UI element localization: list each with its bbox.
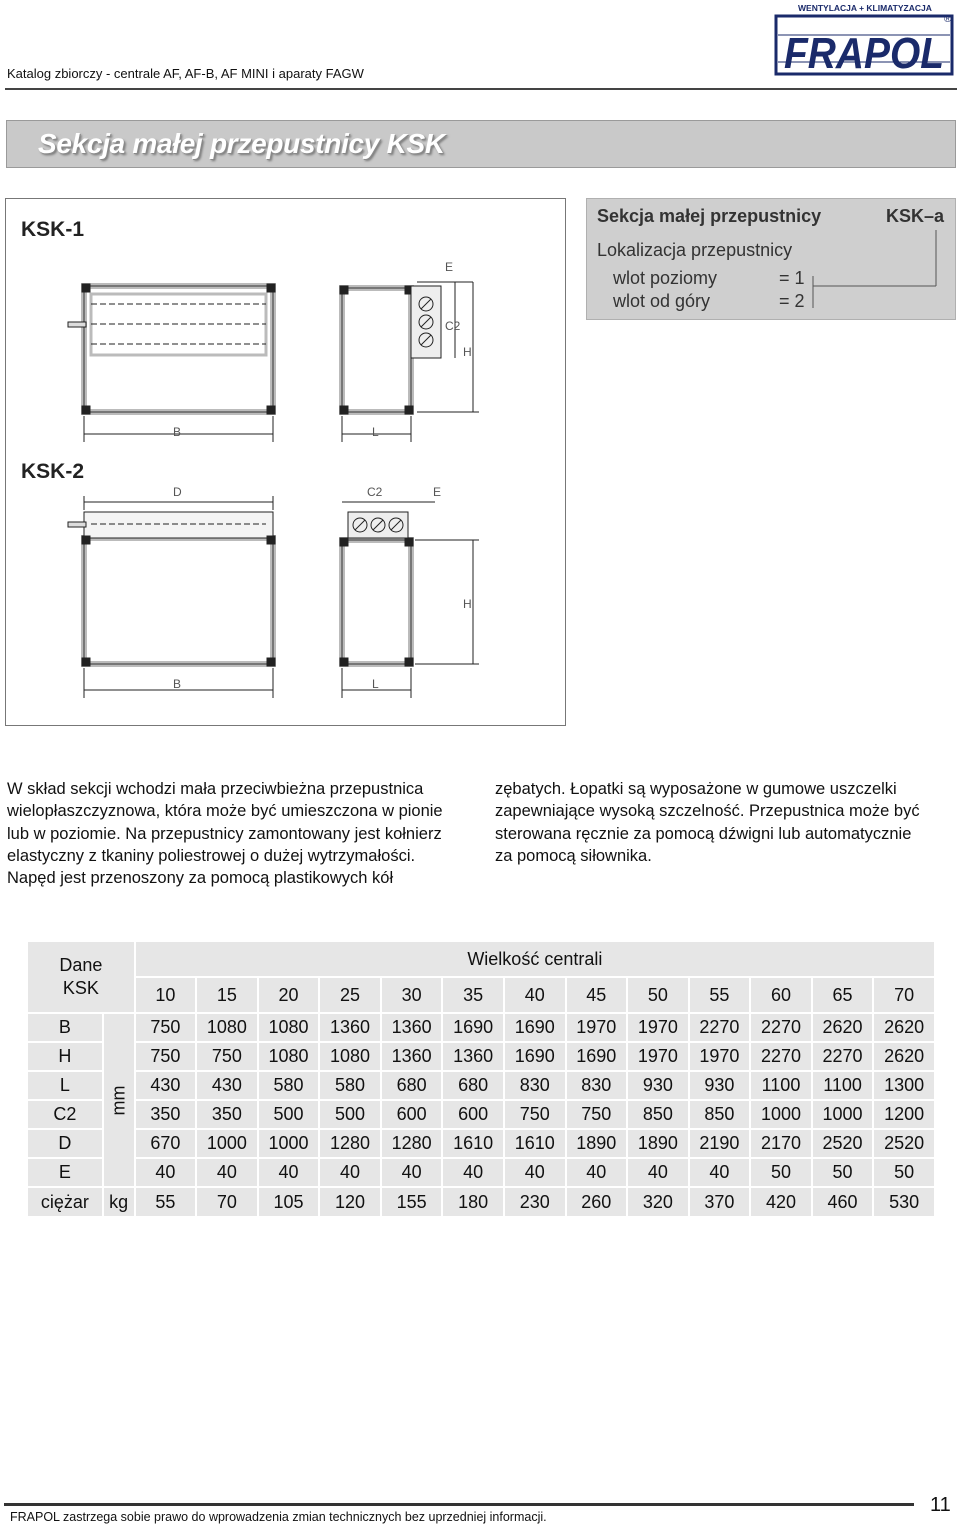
table-size-header: 60 xyxy=(750,977,812,1013)
table-size-header: 40 xyxy=(504,977,566,1013)
table-cell: 830 xyxy=(504,1071,566,1100)
table-cell: 850 xyxy=(689,1100,751,1129)
table-size-header: 55 xyxy=(689,977,751,1013)
table-cell: 350 xyxy=(135,1100,196,1129)
table-corner-line1: Dane xyxy=(59,955,103,975)
table-cell: 2270 xyxy=(689,1013,751,1042)
table-cell: 1970 xyxy=(689,1042,751,1071)
code-box-code: KSK–a xyxy=(886,206,945,226)
logo-text: FRAPOL xyxy=(784,29,944,78)
table-cell: 850 xyxy=(627,1100,689,1129)
table-cell: 2170 xyxy=(750,1129,812,1158)
table-cell: 40 xyxy=(319,1158,381,1187)
row-label: L xyxy=(27,1071,103,1100)
logo-registered: ® xyxy=(944,14,952,25)
table-cell: 2620 xyxy=(873,1013,935,1042)
table-cell: 2270 xyxy=(812,1042,874,1071)
description-line: W skład sekcji wchodzi mała przeciwbieżna przepustnica xyxy=(7,780,424,798)
code-connector-lines xyxy=(805,226,945,310)
table-cell: 40 xyxy=(258,1158,320,1187)
ksk2-label: KSK-2 xyxy=(21,460,85,483)
table-cell: 370 xyxy=(689,1187,751,1217)
code-option-value: = 2 xyxy=(779,291,805,311)
table-row xyxy=(27,1071,935,1100)
table-cell: 930 xyxy=(627,1071,689,1100)
code-box-title: Sekcja małej przepustnicy xyxy=(597,206,822,226)
description-line: zapewniające wysoką szczelność. Przepustnica może być xyxy=(495,802,920,821)
unit-cell xyxy=(103,1013,135,1187)
row-label: C2 xyxy=(27,1100,103,1129)
table-cell: 230 xyxy=(504,1187,566,1217)
footer-note: FRAPOL zastrzega sobie prawo do wprowadzenia zmian technicznych bez uprzedniej informacji. xyxy=(10,1510,547,1524)
ksk1-side-view xyxy=(340,282,479,442)
table-cell: 40 xyxy=(442,1158,504,1187)
table-cell: 40 xyxy=(627,1158,689,1187)
table-cell: 50 xyxy=(873,1158,935,1187)
ksk1-label: KSK-1 xyxy=(21,218,85,241)
description-line: sterowana ręcznie za pomocą dźwigni lub automatycznie xyxy=(495,824,912,843)
table-cell: 750 xyxy=(566,1100,628,1129)
description-column-2 xyxy=(495,778,956,867)
table-size-header: 70 xyxy=(873,977,935,1013)
table-cell: 40 xyxy=(689,1158,751,1187)
table-cell: 1970 xyxy=(566,1013,628,1042)
table-size-header: 35 xyxy=(442,977,504,1013)
ksk1-dim-l: L xyxy=(372,425,379,439)
ksk2-dim-b: B xyxy=(173,677,182,691)
frapol-logo xyxy=(774,0,958,78)
table-cell: 55 xyxy=(135,1187,196,1217)
code-option-value: = 1 xyxy=(779,268,805,288)
table-cell: 40 xyxy=(566,1158,628,1187)
table-cell: 830 xyxy=(566,1071,628,1100)
table-cell: 530 xyxy=(873,1187,935,1217)
table-cell: 750 xyxy=(504,1100,566,1129)
table-cell: 1890 xyxy=(566,1129,628,1158)
description-line: wielopłaszczyznowa, która może być umieszczona w pionie xyxy=(7,802,443,821)
table-cell: 750 xyxy=(135,1042,196,1071)
table-cell: 180 xyxy=(442,1187,504,1217)
table-cell: 50 xyxy=(812,1158,874,1187)
ksk1-dim-c2: C2 xyxy=(445,319,461,333)
code-box-subtitle: Lokalizacja przepustnicy xyxy=(597,240,793,260)
footer-divider xyxy=(4,1503,914,1506)
table-cell: 350 xyxy=(196,1100,258,1129)
table-row-weight xyxy=(27,1187,935,1217)
table-cell: 930 xyxy=(689,1071,751,1100)
table-cell: 750 xyxy=(196,1042,258,1071)
table-cell: 1360 xyxy=(319,1013,381,1042)
ksk1-dim-h: H xyxy=(463,345,472,359)
page-number: 11 xyxy=(930,1494,951,1516)
table-cell: 750 xyxy=(135,1013,196,1042)
table-cell: 1970 xyxy=(627,1042,689,1071)
ksk2-dim-h: H xyxy=(463,597,472,611)
table-cell: 1000 xyxy=(258,1129,320,1158)
table-cell: 1280 xyxy=(319,1129,381,1158)
table-cell: 320 xyxy=(627,1187,689,1217)
ksk1-dim-b: B xyxy=(173,425,182,439)
table-cell: 460 xyxy=(812,1187,874,1217)
ksk2-dim-l: L xyxy=(372,677,379,691)
table-cell: 1890 xyxy=(627,1129,689,1158)
table-cell: 2270 xyxy=(750,1042,812,1071)
description-line: Napęd jest przenoszony za pomocą plastikowych kół xyxy=(7,869,394,888)
table-cell: 1610 xyxy=(504,1129,566,1158)
table-cell: 2190 xyxy=(689,1129,751,1158)
ksk2-dim-d: D xyxy=(173,485,182,499)
table-size-row xyxy=(27,977,935,1013)
table-cell: 2620 xyxy=(873,1042,935,1071)
table-cell: 500 xyxy=(319,1100,381,1129)
table-cell: 580 xyxy=(319,1071,381,1100)
table-cell: 420 xyxy=(750,1187,812,1217)
table-cell: 1300 xyxy=(873,1071,935,1100)
table-cell: 1080 xyxy=(196,1013,258,1042)
table-size-header: 50 xyxy=(627,977,689,1013)
unit-mm-label: mm xyxy=(108,1085,129,1115)
code-option-label: wlot od góry xyxy=(613,291,711,311)
table-cell: 50 xyxy=(750,1158,812,1187)
row-label: E xyxy=(27,1158,103,1187)
table-size-header: 10 xyxy=(135,977,196,1013)
header-divider xyxy=(5,88,957,90)
row-label: B xyxy=(27,1013,103,1042)
spec-table xyxy=(26,940,936,1218)
table-cell: 2620 xyxy=(812,1013,874,1042)
table-cell: 1360 xyxy=(381,1013,443,1042)
table-cell: 1690 xyxy=(504,1042,566,1071)
ksk1-front-view xyxy=(68,284,275,442)
table-cell: 1080 xyxy=(258,1013,320,1042)
row-label: ciężar xyxy=(27,1187,103,1217)
table-cell: 40 xyxy=(196,1158,258,1187)
description-line: elastyczny z tkaniny poliestrowej o dużej wytrzymałości. xyxy=(7,846,416,865)
ksk2-side-view xyxy=(340,502,479,698)
ksk2-dim-c2: C2 xyxy=(367,485,383,499)
table-cell: 1100 xyxy=(750,1071,812,1100)
technical-drawing xyxy=(5,198,566,726)
table-row xyxy=(27,1013,935,1042)
table-size-header: 65 xyxy=(812,977,874,1013)
table-cell: 105 xyxy=(258,1187,320,1217)
logo-tagline: WENTYLACJA + KLIMATYZACJA xyxy=(798,3,932,13)
table-corner xyxy=(27,941,135,1013)
table-cell: 40 xyxy=(135,1158,196,1187)
table-cell: 670 xyxy=(135,1129,196,1158)
table-size-header: 25 xyxy=(319,977,381,1013)
table-cell: 2520 xyxy=(812,1129,874,1158)
table-cell: 120 xyxy=(319,1187,381,1217)
row-label: H xyxy=(27,1042,103,1071)
table-cell: 1360 xyxy=(381,1042,443,1071)
table-row xyxy=(27,1158,935,1187)
table-cell: 680 xyxy=(381,1071,443,1100)
table-cell: 680 xyxy=(442,1071,504,1100)
table-cell: 1690 xyxy=(442,1013,504,1042)
description-line: za pomocą siłownika. xyxy=(495,846,652,865)
table-cell: 1610 xyxy=(442,1129,504,1158)
table-cell: 1000 xyxy=(812,1100,874,1129)
table-cell: 1280 xyxy=(381,1129,443,1158)
description-line: zębatych. Łopatki są wyposażone w gumowe uszczelki xyxy=(495,780,897,798)
table-group-header: Wielkość centrali xyxy=(135,941,935,977)
table-cell: 1000 xyxy=(750,1100,812,1129)
section-title: Sekcja małej przepustnicy KSK xyxy=(38,128,445,159)
table-row xyxy=(27,1042,935,1071)
code-option-label: wlot poziomy xyxy=(613,268,718,288)
table-size-header: 15 xyxy=(196,977,258,1013)
table-cell: 600 xyxy=(442,1100,504,1129)
table-cell: 1080 xyxy=(258,1042,320,1071)
description-line: lub w poziomie. Na przepustnicy zamontowany jest kołnierz xyxy=(7,824,442,843)
table-cell: 70 xyxy=(196,1187,258,1217)
table-cell: 155 xyxy=(381,1187,443,1217)
table-cell: 1100 xyxy=(812,1071,874,1100)
table-cell: 1200 xyxy=(873,1100,935,1129)
table-cell: 1690 xyxy=(504,1013,566,1042)
table-cell: 40 xyxy=(504,1158,566,1187)
description-column-1 xyxy=(7,778,468,889)
ksk1-dim-e: E xyxy=(445,260,454,274)
table-cell: 430 xyxy=(196,1071,258,1100)
table-cell: 430 xyxy=(135,1071,196,1100)
table-corner-line2: KSK xyxy=(62,978,99,998)
table-size-header: 30 xyxy=(381,977,443,1013)
table-cell: 260 xyxy=(566,1187,628,1217)
table-cell: 2270 xyxy=(750,1013,812,1042)
table-cell: 40 xyxy=(381,1158,443,1187)
catalog-title: Katalog zbiorczy - centrale AF, AF-B, AF MINI i aparaty FAGW xyxy=(7,66,364,81)
table-size-header: 20 xyxy=(258,977,320,1013)
table-cell: 1360 xyxy=(442,1042,504,1071)
table-row xyxy=(27,1129,935,1158)
row-label: D xyxy=(27,1129,103,1158)
table-cell: 1080 xyxy=(319,1042,381,1071)
table-cell: 580 xyxy=(258,1071,320,1100)
table-cell: 600 xyxy=(381,1100,443,1129)
table-size-header: 45 xyxy=(566,977,628,1013)
table-cell: 1000 xyxy=(196,1129,258,1158)
table-cell: 1970 xyxy=(627,1013,689,1042)
ksk2-dim-e: E xyxy=(433,485,442,499)
table-cell: 1690 xyxy=(566,1042,628,1071)
table-cell: 500 xyxy=(258,1100,320,1129)
table-row xyxy=(27,1100,935,1129)
table-cell: 2520 xyxy=(873,1129,935,1158)
unit-kg-label: kg xyxy=(103,1187,135,1217)
ksk2-front-view xyxy=(68,496,275,698)
